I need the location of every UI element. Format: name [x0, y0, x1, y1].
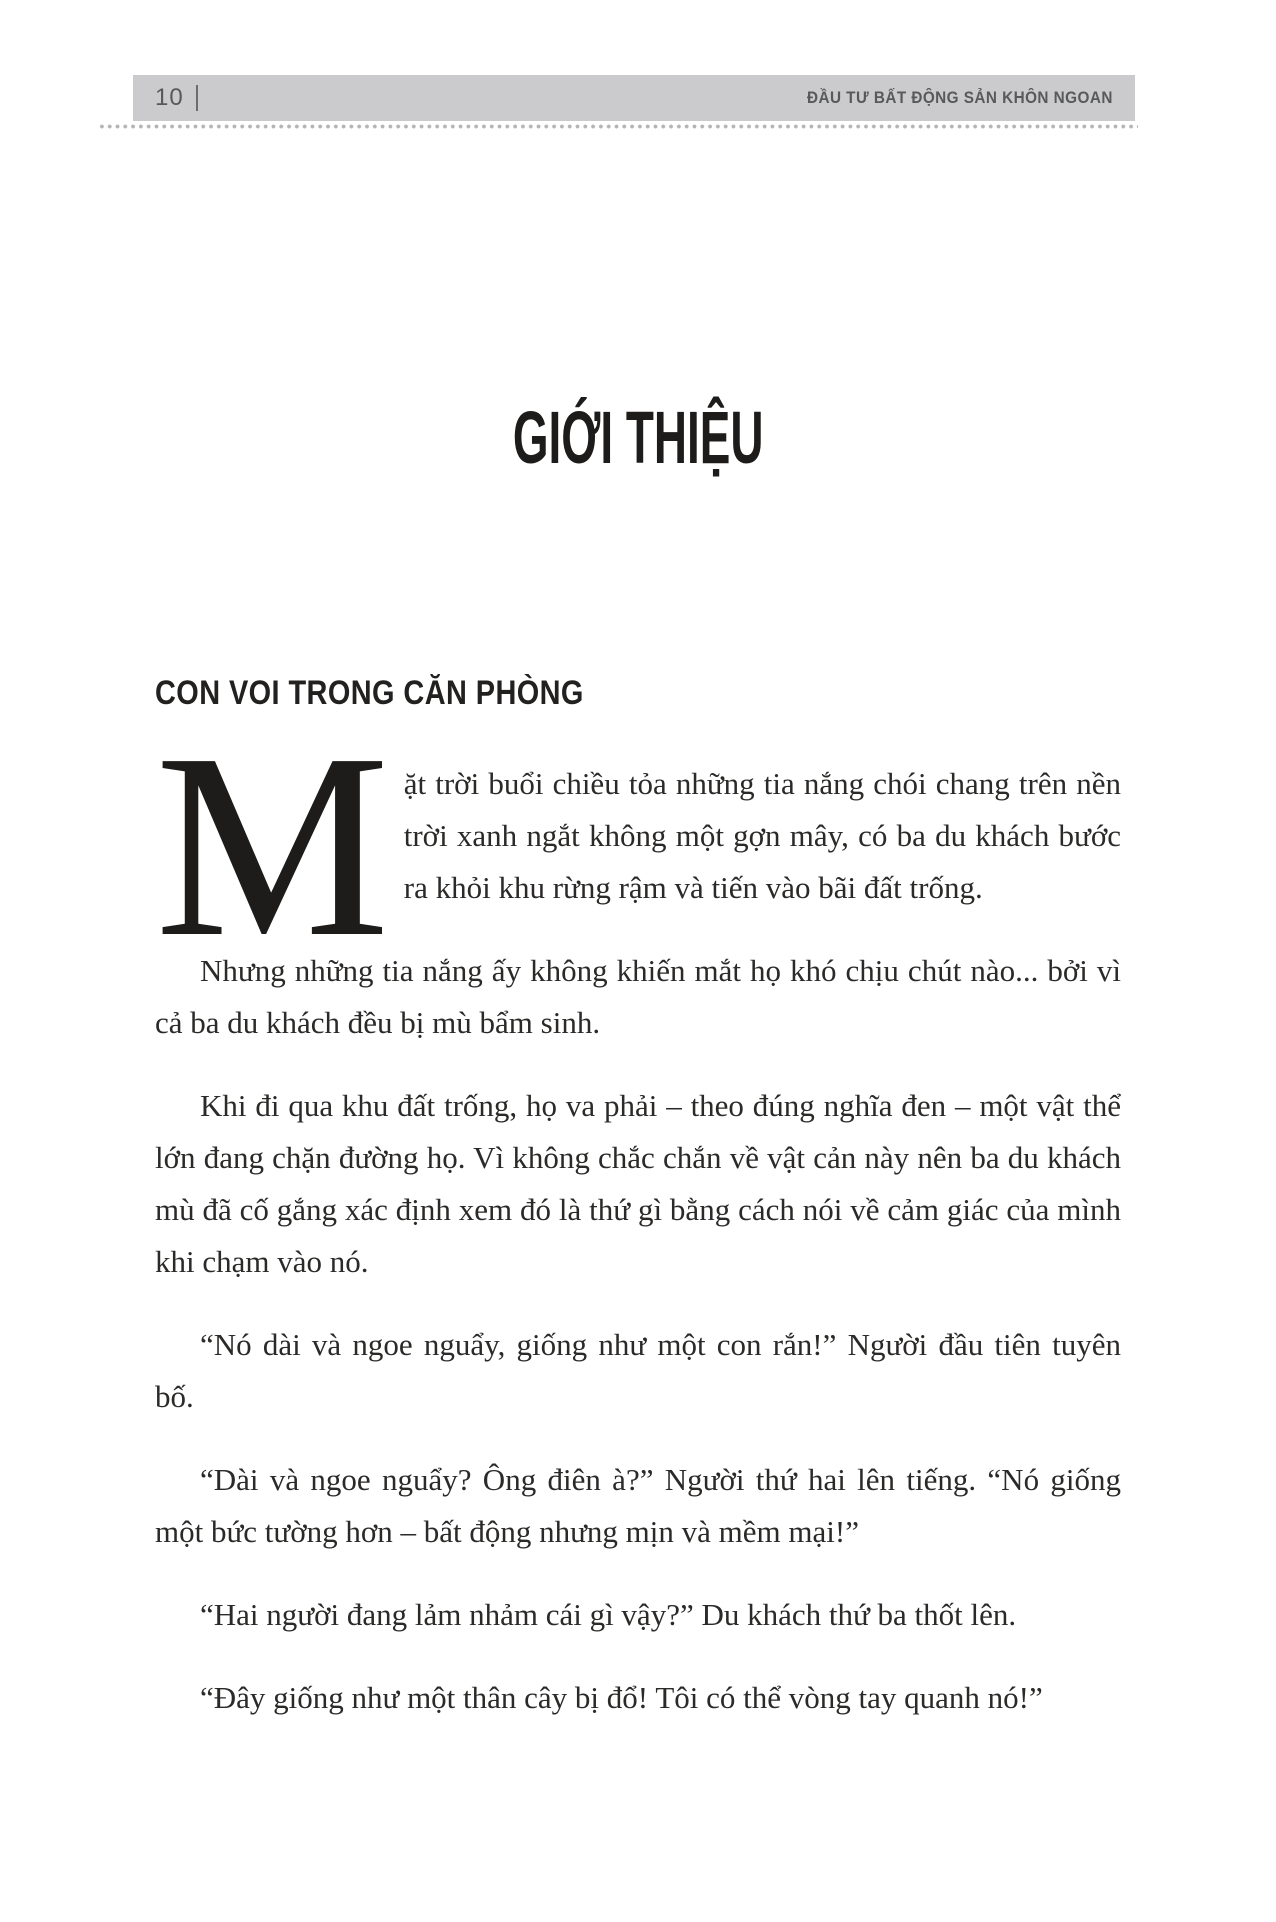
paragraph: Nhưng những tia nắng ấy không khiến mắt họ khó chịu chút nào... bởi vì cả ba du khách đều bị mù bẩm sinh.	[155, 953, 1121, 1040]
paragraph: “Nó dài và ngoe nguẩy, giống như một con rắn!” Người đầu tiên tuyên bố.	[155, 1327, 1121, 1414]
section-heading	[155, 672, 1121, 714]
paragraph	[155, 700, 1121, 992]
chapter-title	[0, 396, 1276, 501]
paragraph: “Dài và ngoe nguẩy? Ông điên à?” Người thứ hai lên tiếng. “Nó giống một bức tường hơn – bất động nhưng mịn và mềm mại!”	[155, 1462, 1121, 1549]
page-number-divider	[196, 85, 198, 111]
paragraph: “Hai người đang lảm nhảm cái gì vậy?” Du khách thứ ba thốt lên.	[200, 1597, 1017, 1632]
paragraph-text: ặt trời buổi chiều tỏa những tia nắng chói chang trên nền trời xanh ngắt không một gợn mây, có ba du khách bước ra khỏi khu rừng rậm và tiến vào bãi đất trống.	[403, 766, 1121, 905]
paragraph: “Đây giống như một thân cây bị đổ! Tôi có thể vòng tay quanh nó!”	[200, 1680, 1043, 1715]
drop-cap: M	[155, 700, 390, 992]
page-number-group	[155, 84, 198, 112]
running-header	[133, 75, 1135, 121]
running-book-title: ĐẦU TƯ BẤT ĐỘNG SẢN KHÔN NGOAN	[807, 88, 1113, 107]
chapter-title-text: GIỚI THIỆU	[512, 396, 764, 479]
section-heading-text: CON VOI TRONG CĂN PHÒNG	[155, 674, 584, 712]
paragraph: Khi đi qua khu đất trống, họ va phải – theo đúng nghĩa đen – một vật thể lớn đang chặn đường họ. Vì không chắc chắn về vật cản này nên ba du khách mù đã cố gắng xác định xem đó là thứ gì bằng cách nói về cảm giác của mình khi chạm vào nó.	[155, 1088, 1121, 1279]
header-dotted-rule	[98, 123, 1138, 131]
page-number: 10	[155, 84, 184, 111]
chapter-body	[155, 672, 1121, 1755]
